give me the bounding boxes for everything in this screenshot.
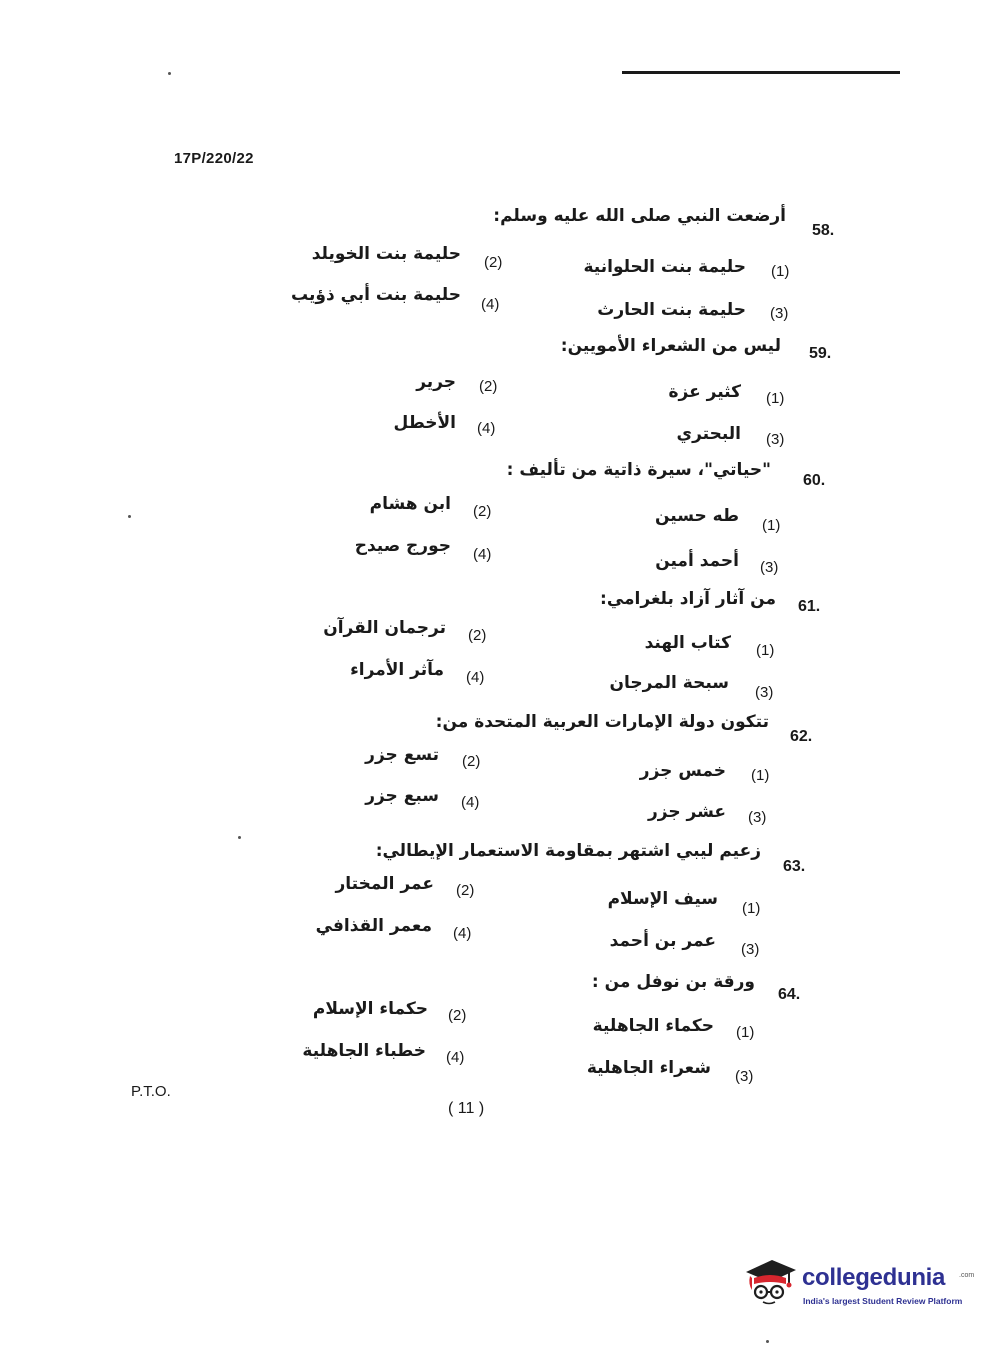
question-61-text: من آثار آزاد بلغرامي:: [600, 589, 776, 609]
q64-option-4: خطباء الجاهلية: [302, 1041, 426, 1061]
q58-option-4: حليمة بنت أبي ذؤيب: [291, 285, 461, 305]
q58-option-1-number: (1): [771, 263, 790, 280]
q62-option-4: سبع جزر: [365, 786, 439, 806]
q63-option-3-number: (3): [741, 941, 760, 958]
q61-option-3-number: (3): [755, 684, 774, 701]
q62-option-2-number: (2): [462, 753, 481, 770]
question-64-number: 64.: [778, 986, 801, 1003]
q60-option-2-number: (2): [473, 503, 492, 520]
q59-option-4-number: (4): [477, 420, 496, 437]
q59-option-1-number: (1): [766, 390, 785, 407]
collegedunia-domain: .com: [959, 1272, 975, 1279]
q64-option-2-number: (2): [448, 1007, 467, 1024]
scan-speck: [168, 72, 171, 75]
pto-label: P.T.O.: [131, 1083, 171, 1100]
q61-option-4: مآثر الأمراء: [350, 660, 444, 680]
q61-option-1: كتاب الهند: [644, 633, 731, 653]
q63-option-2-number: (2): [456, 882, 475, 899]
scan-speck: [238, 836, 241, 839]
q59-option-1: كثير عزة: [668, 382, 741, 402]
q61-option-4-number: (4): [466, 669, 485, 686]
q61-option-2: ترجمان القرآن: [323, 618, 446, 638]
q58-option-2: حليمة بنت الخويلد: [311, 244, 461, 264]
q61-option-3: سبحة المرجان: [609, 673, 729, 693]
question-63-number: 63.: [783, 858, 806, 875]
q60-option-1-number: (1): [762, 517, 781, 534]
question-61-number: 61.: [798, 598, 821, 615]
q60-option-4-number: (4): [473, 546, 492, 563]
q63-option-3: عمر بن أحمد: [609, 931, 716, 951]
question-62-text: تتكون دولة الإمارات العربية المتحدة من:: [435, 712, 769, 732]
q63-option-1-number: (1): [742, 900, 761, 917]
q63-option-2: عمر المختار: [335, 874, 434, 894]
q64-option-4-number: (4): [446, 1049, 465, 1066]
paper-code: 17P/220/22: [174, 150, 254, 167]
q59-option-3-number: (3): [766, 431, 785, 448]
q60-option-2: ابن هشام: [369, 494, 451, 514]
question-59-text: ليس من الشعراء الأمويين:: [560, 336, 781, 356]
q64-option-1-number: (1): [736, 1024, 755, 1041]
question-63-text: زعيم ليبي اشتهر بمقاومة الاستعمار الإيطالي:: [375, 841, 761, 861]
q64-option-3-number: (3): [735, 1068, 754, 1085]
q60-option-3: أحمد أمين: [655, 551, 739, 571]
q59-option-2: جرير: [416, 372, 456, 392]
q62-option-1: خمس جزر: [639, 761, 726, 781]
question-59-number: 59.: [809, 345, 832, 362]
q62-option-2: تسع جزر: [365, 745, 439, 765]
q60-option-1: طه حسين: [654, 506, 739, 526]
q62-option-3: عشر جزر: [647, 802, 726, 822]
question-60-number: 60.: [803, 472, 826, 489]
question-62-number: 62.: [790, 728, 813, 745]
top-rule: [622, 71, 900, 74]
q63-option-4: معمر القذافي: [315, 916, 432, 936]
q60-option-3-number: (3): [760, 559, 779, 576]
q64-option-2: حكماء الإسلام: [312, 999, 428, 1019]
page-number: ( 11 ): [448, 1100, 485, 1117]
q63-option-1: سيف الإسلام: [607, 889, 718, 909]
q62-option-3-number: (3): [748, 809, 767, 826]
question-58-text: أرضعت النبي صلى الله عليه وسلم:: [493, 206, 786, 226]
scan-speck: [766, 1340, 769, 1343]
question-60-text: "حياتي"، سيرة ذاتية من تأليف :: [506, 460, 771, 480]
q58-option-3: حليمة بنت الحارث: [597, 300, 746, 320]
q59-option-3: البحتري: [676, 424, 741, 444]
q63-option-4-number: (4): [453, 925, 472, 942]
q62-option-1-number: (1): [751, 767, 770, 784]
q59-option-4: الأخطل: [393, 413, 456, 433]
q64-option-1: حكماء الجاهلية: [592, 1016, 714, 1036]
collegedunia-logo-icon: [742, 1254, 798, 1310]
q64-option-3: شعراء الجاهلية: [586, 1058, 711, 1078]
collegedunia-wordmark: collegedunia: [802, 1264, 946, 1291]
q58-option-1: حليمة بنت الحلوانية: [583, 257, 746, 277]
scan-speck: [128, 515, 131, 518]
question-58-number: 58.: [812, 222, 835, 239]
q58-option-3-number: (3): [770, 305, 789, 322]
q60-option-4: جورج صيدح: [354, 536, 451, 556]
q59-option-2-number: (2): [479, 378, 498, 395]
collegedunia-watermark: [742, 1250, 975, 1320]
q58-option-2-number: (2): [484, 254, 503, 271]
q58-option-4-number: (4): [481, 296, 500, 313]
collegedunia-tagline: India's largest Student Review Platform: [803, 1296, 963, 1306]
q62-option-4-number: (4): [461, 794, 480, 811]
q61-option-2-number: (2): [468, 627, 487, 644]
question-64-text: ورقة بن نوفل من :: [591, 972, 755, 992]
q61-option-1-number: (1): [756, 642, 775, 659]
